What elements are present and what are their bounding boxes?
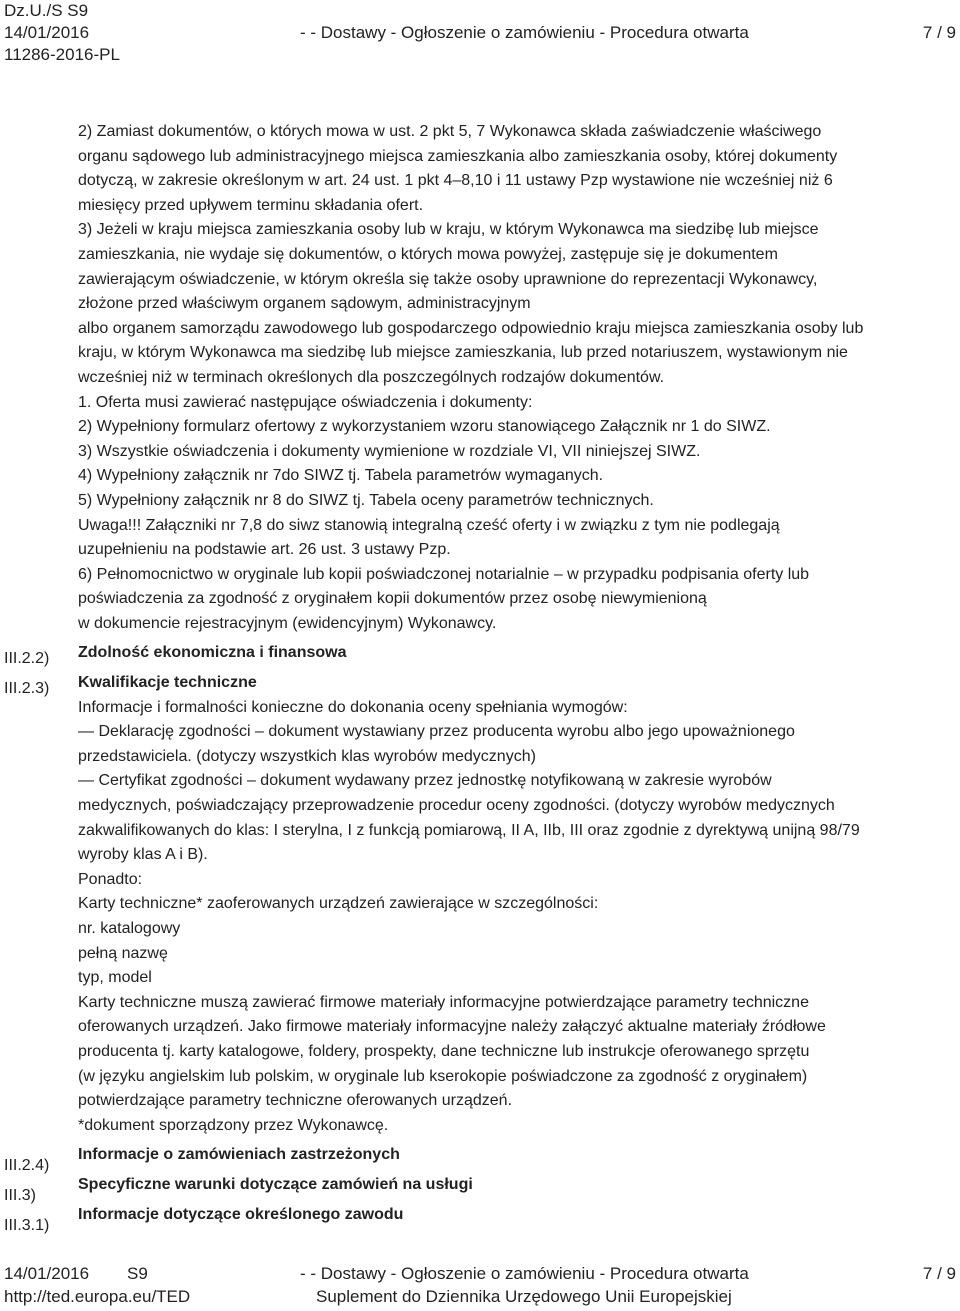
- body-line: *dokument sporządzony przez Wykonawcę.: [78, 1116, 389, 1134]
- footer-supplement: Suplement do Dziennika Urzędowego Unii Europejskiej: [316, 1287, 732, 1306]
- list-item: w dokumencie rejestracyjnym (ewidencyjnym) Wykonawcy.: [78, 614, 497, 632]
- body-line: wcześniej niż w terminach określonych dla poszczególnych rodzajów dokumentów.: [78, 368, 665, 386]
- header-date: 14/01/2016: [4, 23, 90, 42]
- section-number-iii-3-1: III.3.1): [4, 1217, 50, 1234]
- list-item: 4) Wypełniony załącznik nr 7do SIWZ tj. Tabela parametrów wymaganych.: [78, 467, 604, 485]
- heading-technical-capacity: Kwalifikacje techniczne: [78, 674, 257, 692]
- heading-economic-capacity: Zdolność ekonomiczna i finansowa: [78, 644, 347, 662]
- page-header: [4, 0, 956, 66]
- footer-page-number: 7 / 9: [922, 1264, 956, 1283]
- body-line: dotyczą, w zakresie określonym w art. 24 ust. 1 pkt 4–8,10 i 11 ustawy Pzp wystawione nie wcześniej niż 6: [78, 172, 833, 190]
- body-line: oferowanych urządzeń. Jako firmowe materiały informacyjne należy załączyć aktualne materiały źródłowe: [78, 1018, 826, 1036]
- body-line: 2) Zamiast dokumentów, o których mowa w ust. 2 pkt 5, 7 Wykonawca składa zaświadczenie właściwego: [78, 123, 822, 140]
- body-line: Informacje i formalności konieczne do dokonania oceny spełniania wymogów:: [78, 698, 628, 716]
- body-line: wyroby klas A i B).: [78, 846, 208, 864]
- body-line: Karty techniczne muszą zawierać firmowe materiały informacyjne potwierdzające parametry techniczne: [78, 993, 809, 1011]
- body-line: typ, model: [78, 969, 152, 987]
- body-line: kraju, w którym Wykonawca ma siedzibę lub miejsce zamieszkania, lub przed notariuszem, wystawionym nie: [78, 344, 848, 362]
- body-line: Ponadto:: [78, 870, 143, 888]
- body-line: złożone przed właściwym organem sądowym, administracyjnym: [78, 295, 531, 313]
- list-item: 1. Oferta musi zawierać następujące oświadczenia i dokumenty:: [78, 393, 533, 411]
- body-line: producenta tj. karty katalogowe, foldery, prospekty, dane techniczne lub instrukcje oferowanego sprzętu: [78, 1042, 810, 1060]
- body-line: potwierdzające parametry techniczne oferowanych urządzeń.: [78, 1092, 513, 1110]
- body-line: — Certyfikat zgodności – dokument wydawany przez jednostkę notyfikowaną w zakresie wyrobów: [78, 772, 772, 790]
- body-line: — Deklarację zgodności – dokument wystawiany przez producenta wyrobu albo jego upoważnionego: [78, 723, 795, 741]
- body-line: zawierającym oświadczenie, w którym określa się także osoby uprawnione do reprezentacji Wykonawcy,: [78, 270, 818, 288]
- body-line: medycznych, poświadczający przeprowadzenie procedur oceny zgodności. (dotyczy wyrobów medycznych: [78, 797, 835, 815]
- footer-date: 14/01/2016: [4, 1264, 90, 1283]
- body-line: miesięcy przed upływem terminu składania ofert.: [78, 196, 424, 214]
- section-number-iii-2-2: III.2.2): [4, 650, 50, 667]
- body-line: pełną nazwę: [78, 944, 168, 962]
- header-title: - - Dostawy - Ogłoszenie o zamówieniu - Procedura otwarta: [300, 23, 749, 42]
- document-body: [78, 120, 950, 1227]
- body-line: organu sądowego lub administracyjnego miejsca zamieszkania albo zamieszkania osoby, której dokumenty: [78, 147, 838, 165]
- heading-profession-info: Informacje dotyczące określonego zawodu: [78, 1205, 404, 1223]
- body-line: zakwalifikowanych do klas: I sterylna, I z funkcją pomiarową, II A, IIb, III oraz zgodnie z dyrektywą unijną 98/79: [78, 821, 860, 839]
- body-line: nr. katalogowy: [78, 920, 181, 937]
- notice-id: 11286-2016-PL: [4, 45, 120, 64]
- list-item: 6) Pełnomocnictwo w oryginale lub kopii poświadczonej notarialnie – w przypadku podpisania oferty lub: [78, 565, 810, 583]
- body-line: Karty techniczne* zaoferowanych urządzeń zawierające w szczególności:: [78, 895, 599, 913]
- heading-service-conditions: Specyficzne warunki dotyczące zamówień na usługi: [78, 1175, 473, 1193]
- list-item: Uwaga!!! Załączniki nr 7,8 do siwz stanowią integralną cześć oferty i w związku z tym nie podlegają: [78, 516, 780, 534]
- header-page-number: 7 / 9: [922, 23, 956, 42]
- body-line: (w języku angielskim lub polskim, w oryginale lub kserokopie poświadczone za zgodność z oryginałem): [78, 1067, 808, 1085]
- list-item: poświadczenia za zgodność z oryginałem kopii dokumentów przez osobę niewymienioną: [78, 590, 707, 608]
- body-line: przedstawiciela. (dotyczy wszystkich klas wyrobów medycznych): [78, 747, 536, 765]
- footer-series: S9: [127, 1264, 148, 1283]
- list-item: 5) Wypełniony załącznik nr 8 do SIWZ tj. Tabela oceny parametrów technicznych.: [78, 491, 654, 509]
- page-footer: [4, 1262, 956, 1308]
- list-item: 2) Wypełniony formularz ofertowy z wykorzystaniem wzoru stanowiącego Załącznik nr 1 do SIWZ.: [78, 418, 771, 436]
- body-line: albo organem samorządu zawodowego lub gospodarczego odpowiednio kraju miejsca zamieszkania osoby lub: [78, 319, 864, 337]
- section-number-iii-2-3: III.2.3): [4, 680, 50, 697]
- section-number-iii-3: III.3): [4, 1187, 37, 1204]
- body-line: 3) Jeżeli w kraju miejsca zamieszkania osoby lub w kraju, w którym Wykonawca ma siedzibę lub miejsce: [78, 221, 819, 239]
- journal-ref: Dz.U./S S9: [4, 1, 89, 20]
- footer-url-link[interactable]: http://ted.europa.eu/TED: [4, 1287, 191, 1306]
- heading-reserved-contracts: Informacje o zamówieniach zastrzeżonych: [78, 1146, 400, 1164]
- section-number-iii-2-4: III.2.4): [4, 1157, 50, 1174]
- list-item: 3) Wszystkie oświadczenia i dokumenty wymienione w rozdziale VI, VII niniejszej SIWZ.: [78, 442, 701, 460]
- body-line: zamieszkania, nie wydaje się dokumentów, o których mowa powyżej, zastępuje się je dokumentem: [78, 245, 778, 263]
- footer-title: - - Dostawy - Ogłoszenie o zamówieniu - Procedura otwarta: [300, 1264, 749, 1283]
- list-item: uzupełnieniu na podstawie art. 26 ust. 3 ustawy Pzp.: [78, 541, 451, 559]
